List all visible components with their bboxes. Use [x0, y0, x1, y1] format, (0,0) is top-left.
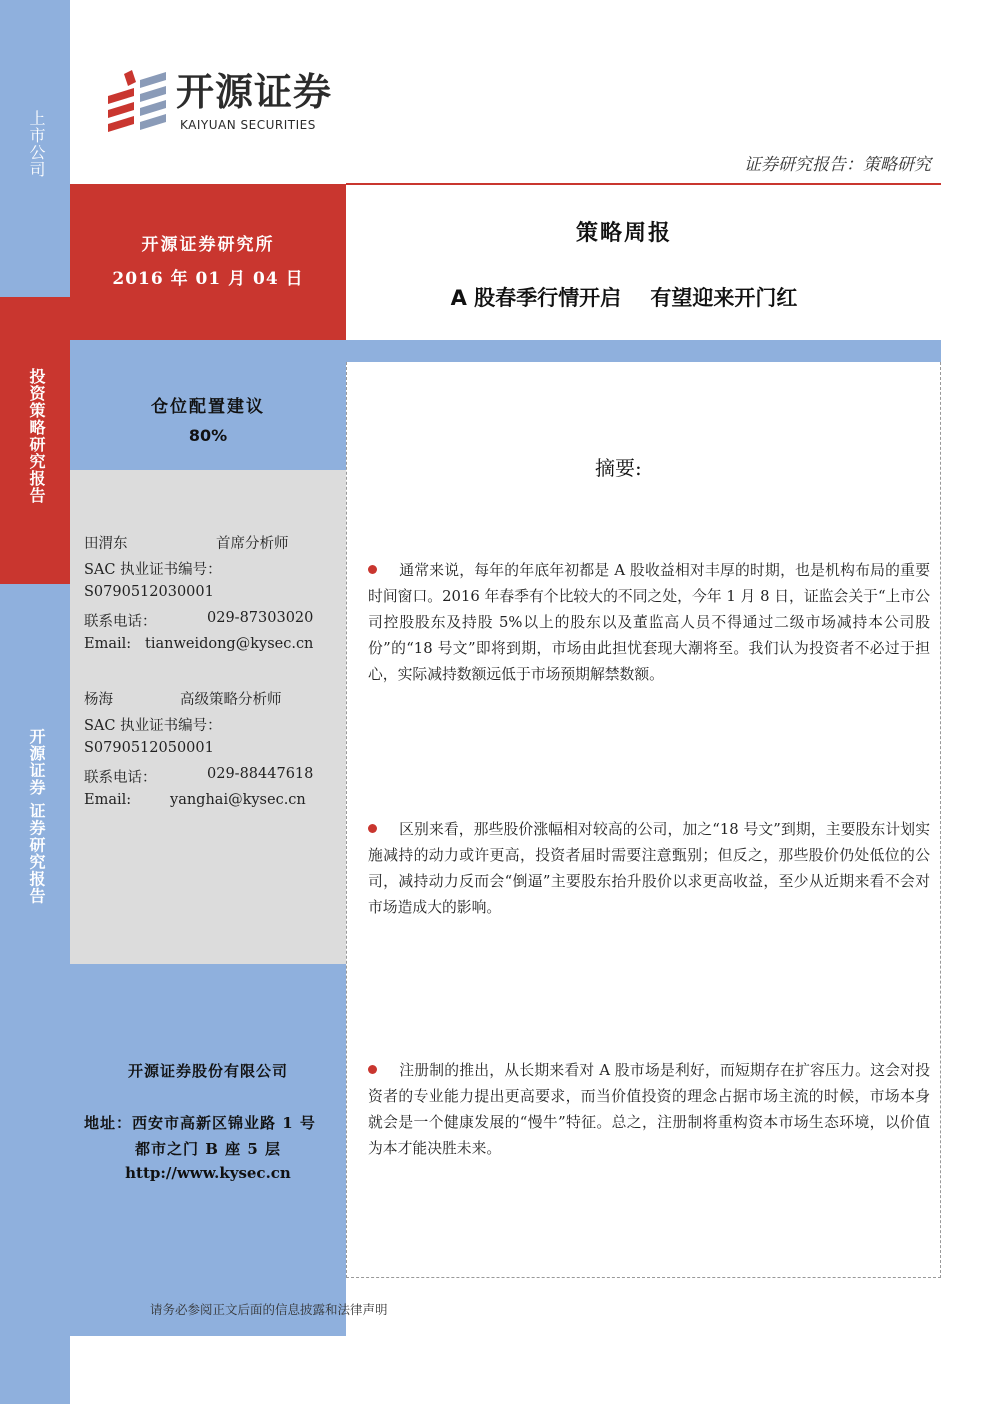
- report-date: 2016 年 01 月 04 日: [112, 269, 304, 289]
- company-address-line1: 地址：西安市高新区锦业路 1 号: [84, 1114, 316, 1132]
- analyst-email-label: Email:: [84, 636, 132, 652]
- analyst-sac-label: SAC 执业证书编号：: [84, 718, 222, 734]
- analyst-name: 杨海: [84, 692, 113, 708]
- analyst-panel: [70, 470, 346, 964]
- position-value: 80%: [188, 426, 228, 445]
- position-panel: [70, 340, 346, 470]
- analyst-role: 高级策略分析师: [180, 692, 282, 708]
- footer-disclaimer: 请务必参阅正文后面的信息披露和法律声明: [150, 1302, 388, 1317]
- summary-paragraph-text: 区别来看，那些股价涨幅相对较高的公司，加之“18 号文”到期，主要股东计划实施减持的动力或许更高，投资者届时需要注意甄别；但反之，那些股价仍处低位的公司，减持动力反而会“倒逼”主要股东抬升股价以求更高收益，至少从近期来看不会对市场造成大的影响。: [368, 821, 930, 916]
- analyst-email[interactable]: yanghai@kysec.cn: [170, 792, 306, 808]
- analyst-role: 首席分析师: [216, 536, 289, 552]
- summary-paragraph-text: 注册制的推出，从长期来看对 A 股市场是利好，而短期存在扩容压力。这会对投资者的专业能力提出更高要求，而当价值投资的理念占据市场主流的时候，市场本身就会是一个健康发展的“慢牛”特征。总之，注册制将重构资本市场生态环境，以价值为本才能决胜未来。: [368, 1062, 930, 1157]
- header-rule: [346, 183, 941, 185]
- title-divider-band: [346, 340, 941, 362]
- analyst-phone-label: 联系电话：: [84, 770, 157, 786]
- position-label: 仓位配置建议: [151, 397, 265, 417]
- bullet-icon: [368, 565, 377, 574]
- analyst-phone: 029-87303020: [207, 610, 314, 626]
- company-panel: [70, 964, 346, 1336]
- report-category: 证券研究报告：策略研究: [744, 155, 931, 175]
- logo-name-cn: 开源证券: [176, 70, 333, 114]
- analyst-name: 田渭东: [84, 536, 128, 552]
- institute-name: 开源证券研究所: [141, 235, 275, 255]
- company-name: 开源证券股份有限公司: [127, 1062, 288, 1080]
- analyst-email[interactable]: tianweidong@kysec.cn: [145, 636, 314, 652]
- summary-paragraph: [368, 1058, 930, 1162]
- sidebar-strip-bottom: [0, 584, 70, 1404]
- summary-paragraph-text: 通常来说，每年的年底年初都是 A 股收益相对丰厚的时期，也是机构布局的重要时间窗口。2016 年春季有个比较大的不同之处，今年 1 月 8 日，证监会关于“上市公司控股股东及持股 5%以上的股东以及董监高人员不得通过二级市场减持本公司股份”的“18 号文”即将到期，市场由此担忧套现大潮将至。我们认为投资者不必过于担心，实际减持数额远低于市场预期解禁数额。: [368, 562, 930, 683]
- analyst-email-label: Email:: [84, 792, 132, 808]
- logo-name-en: KAIYUAN SECURITIES: [180, 118, 316, 132]
- report-type: 策略周报: [575, 220, 672, 246]
- report-title: A 股春季行情开启 有望迎来开门红: [450, 286, 798, 310]
- sidebar-label-bottom: 开源证券 证券研究报告: [27, 728, 46, 905]
- company-website-link[interactable]: http://www.kysec.cn: [125, 1164, 291, 1182]
- bullet-icon: [368, 824, 377, 833]
- company-address-line2: 都市之门 B 座 5 层: [134, 1140, 281, 1158]
- summary-paragraph: [368, 558, 930, 688]
- sidebar-label-middle: 投资策略研究报告: [27, 368, 46, 504]
- logo-mark-icon: [104, 66, 170, 132]
- institute-block: [70, 184, 346, 340]
- bullet-icon: [368, 1065, 377, 1074]
- analyst-sac-number: S0790512030001: [84, 584, 214, 600]
- company-logo: [104, 66, 354, 136]
- analyst-sac-number: S0790512050001: [84, 740, 214, 756]
- sidebar-label-top: 上市公司: [27, 110, 46, 178]
- summary-paragraph: [368, 817, 930, 921]
- summary-title: 摘要:: [595, 456, 642, 480]
- analyst-phone: 029-88447618: [207, 766, 314, 782]
- analyst-phone-label: 联系电话：: [84, 614, 157, 630]
- analyst-sac-label: SAC 执业证书编号：: [84, 562, 222, 578]
